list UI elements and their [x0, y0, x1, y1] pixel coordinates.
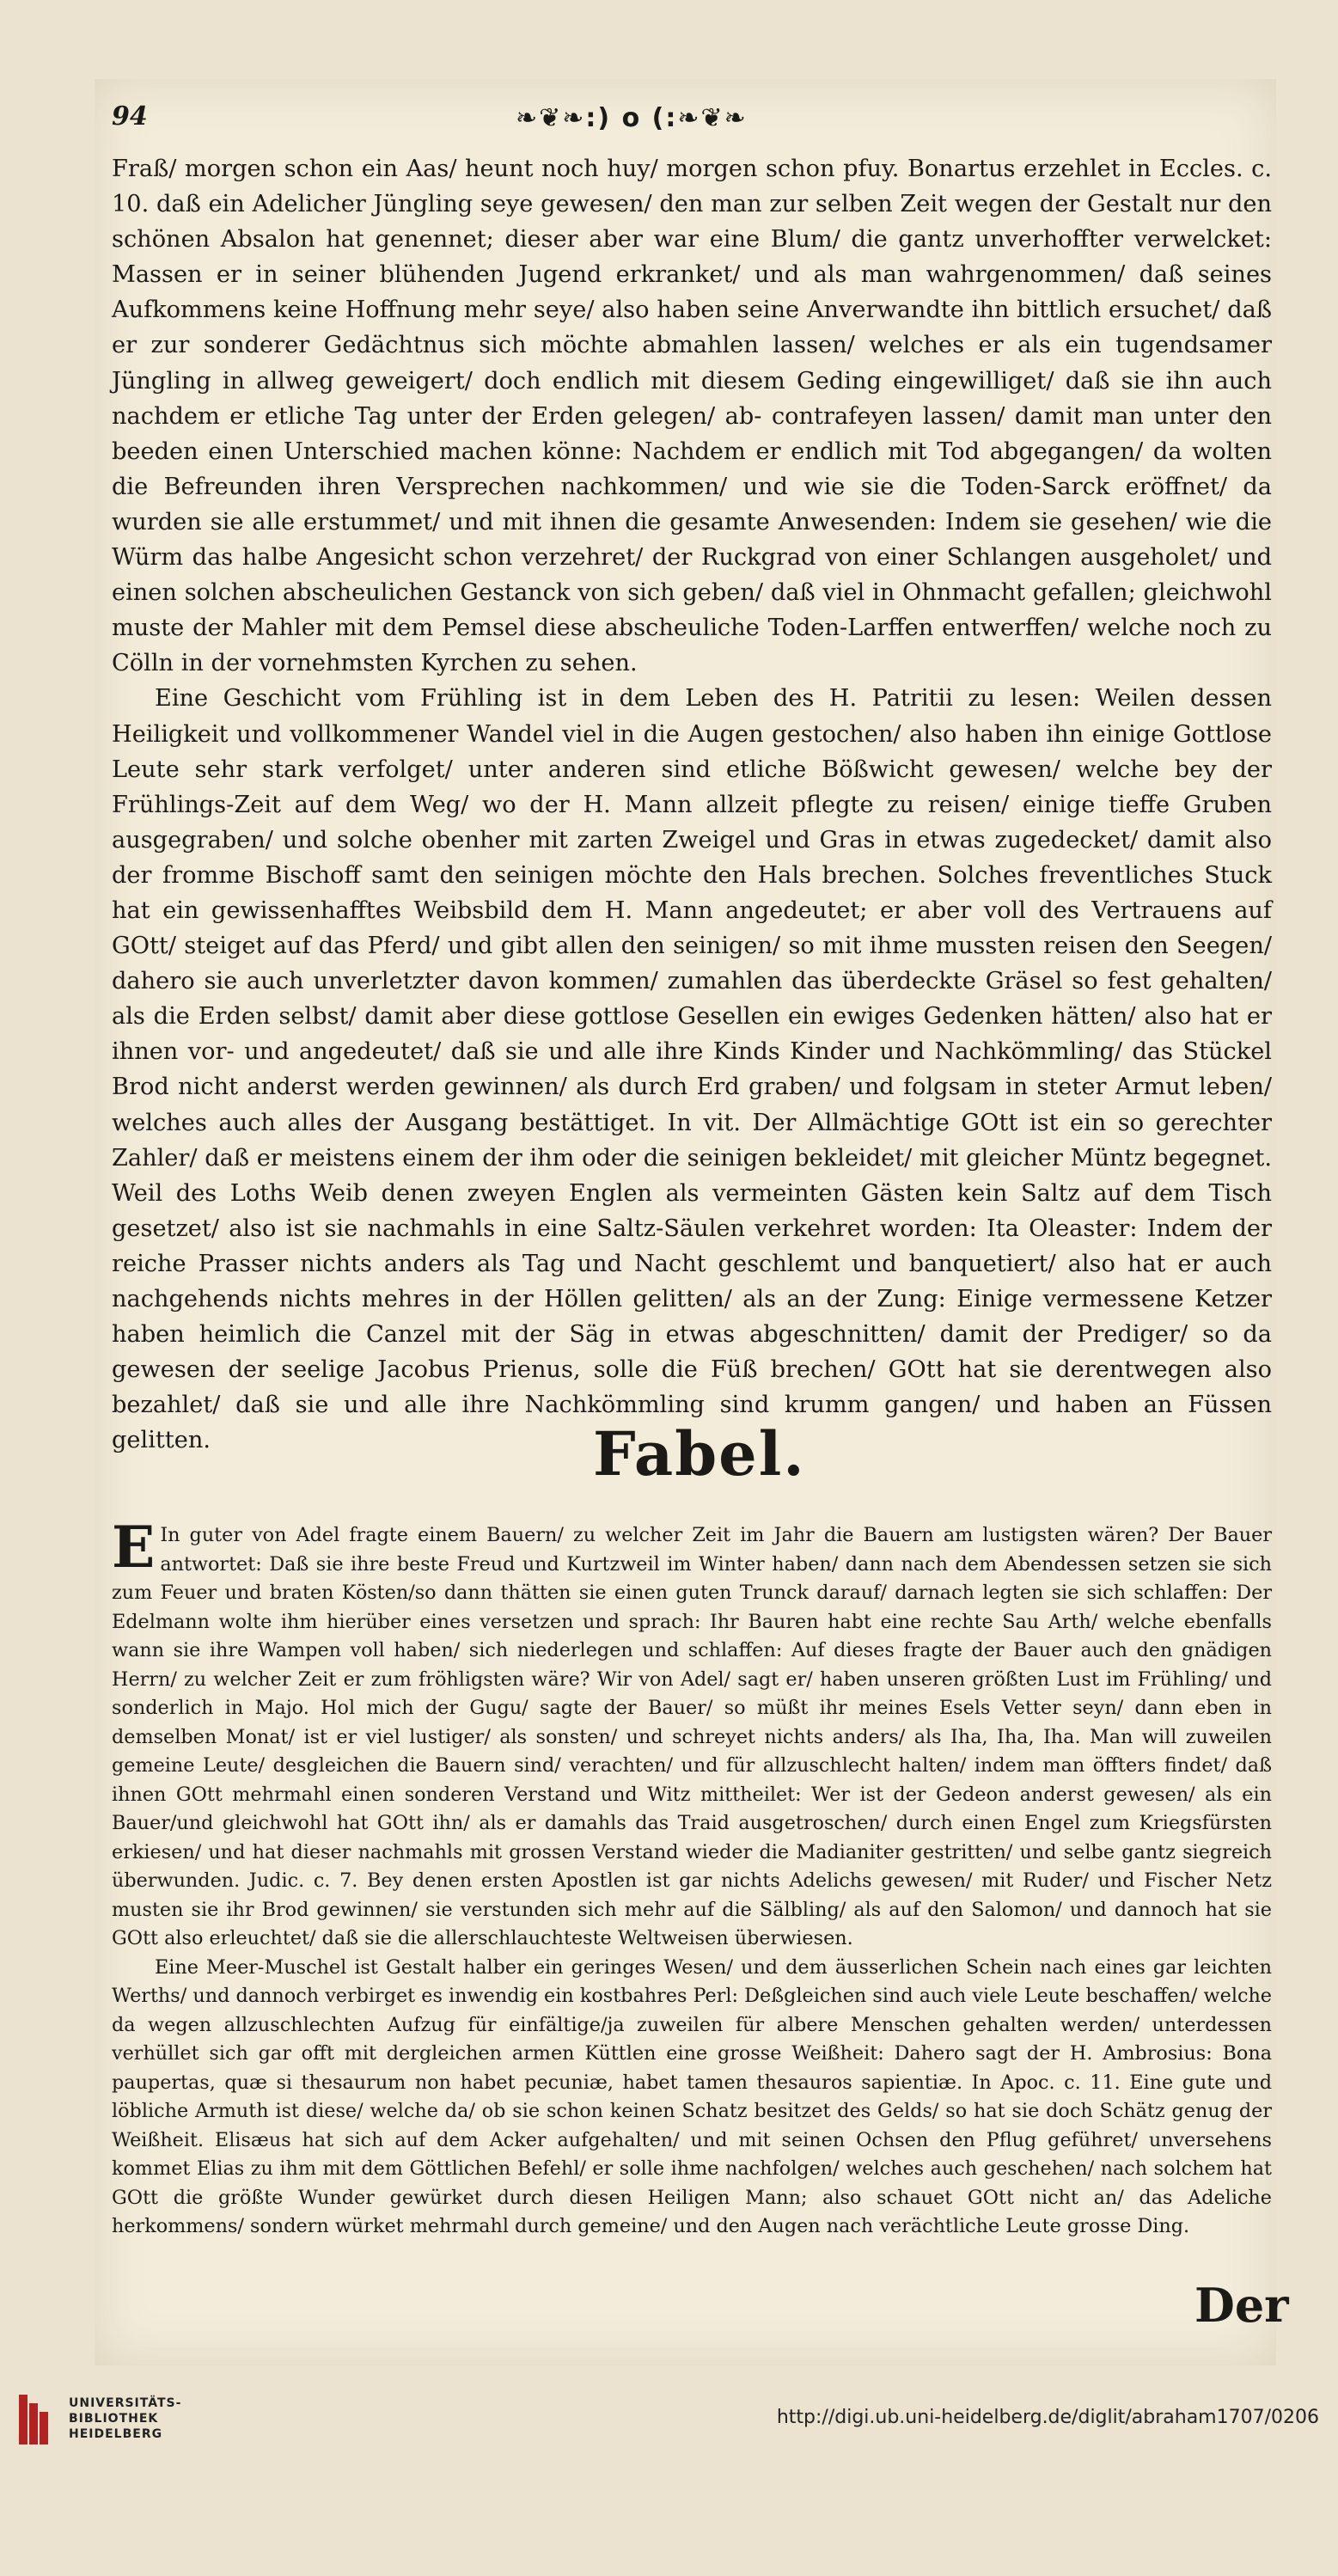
- paragraph-1: Fraß/ morgen schon ein Aas/ heunt noch huy/ morgen schon pfuy. Bonartus erzehlet in Eccles. c. 10. daß ein Adelicher Jüngling seye gewesen/ den man zur selben Zeit wegen der Gestalt nur den schönen Absalon hat genennet; dieser aber war eine Blum/ die gantz unverhoffter verwelcket: Massen er in seiner blühenden Jugend erkranket/ und als man wahrgenommen/ daß seines Aufkommens keine Hoffnung mehr seye/ also haben seine Anverwandte ihn bittlich ersuchet/ daß er zur sonderer Gedächtnus sich möchte abmahlen lassen/ welches er als ein tugendsamer Jüngling in allweg geweigert/ doch endlich mit diesem Geding eingewilliget/ daß sie ihn auch nachdem er etliche Tag unter der Erden gelegen/ ab- contrafeyen lassen/ damit man unter den beeden einen Unterschied machen könne: Nachdem er endlich mit Tod abgegangen/ da wolten die Befreunden ihren Versprechen nachkommen/ und wie sie die Toden-Sarck eröffnet/ da wurden sie alle erstummet/ und mit ihnen die gesamte Anwesenden: Indem sie gesehen/ wie die Würm das halbe Angesicht schon verzehret/ der Ruckgrad von einer Schlangen ausgeholet/ und einen solchen abscheulichen Gestanck von sich geben/ daß viel in Ohnmacht gefallen; gleichwohl muste der Mahler mit dem Pemsel diese abscheuliche Toden-Larffen entwerffen/ welche noch zu Cölln in der vornehmsten Kyrchen zu sehen.: [112, 156, 1272, 677]
- fable-paragraph-1-text: In guter von Adel fragte einem Bauern/ zu welcher Zeit im Jahr die Bauern am lustigsten wären? Der Bauer antwortet: Daß sie ihre beste Freud und Kurtzweil im Winter haben/ dann nach dem Abendessen setzen sie sich zum Feuer und braten Kösten/so dann thätten sie einen guten Trunck darauf/ darnach legten sie sich schlaffen: Der Edelmann wolte ihm hierüber eines versetzen und sprach: Ihr Bauren habt eine rechte Sau Arth/ welche ebenfalls wann sie ihre Wampen voll haben/ sich niederlegen und schlaffen: Auf dieses fragte der Bauer auch den gnädigen Herrn/ zu welcher Zeit er zum fröhligsten wäre? Wir von Adel/ sagt er/ haben unseren größten Lust im Frühling/ und sonderlich in Majo. Hol mich der Gugu/ sagte der Bauer/ so müßt ihr meines Esels Vetter seyn/ dann eben in demselben Monat/ ist er viel lustiger/ als sonsten/ und schreyet nichts anders/ als Iha, Iha, Iha. Man will zuweilen gemeine Leute/ desgleichen die Bauern sind/ verachten/ und für allzuschlecht halten/ indem man öffters findet/ daß ihnen GOtt mehrmahl einen sonderen Verstand und Witz mittheilet: Wer ist der Gedeon anderst gewesen/ als ein Bauer/und gleichwohl hat GOtt ihn/ als er damahls das Traid ausgetroschen/ durch einen Engel zum Kriegsfürsten erkiesen/ und hat dieser nachmahls mit grossen Verstand wieder die Madianiter gestritten/ und selbe gantz siegreich überwunden. Judic. c. 7. Bey denen ersten Apostlen ist gar nichts Adelichs gewesen/ mit Ruder/ und Fischer Netz musten sie ihr Brod gewinnen/ sie verstunden sich mehr auf die Sälbling/ als auf den Salomon/ und dannoch hat sie GOtt also erleuchtet/ daß sie die allerschlauchteste Weltweisen überwiesen.: [112, 1524, 1272, 1949]
- university-logo-icon: [17, 2391, 50, 2448]
- logo-text-line-2: BIBLIOTHEK: [69, 2412, 159, 2426]
- source-url-link[interactable]: http://digi.ub.uni-heidelberg.de/diglit/abraham1707/0206: [776, 2407, 1319, 2428]
- section-title: Fabel.: [593, 1418, 806, 1490]
- footer: [0, 2381, 1338, 2576]
- paragraph-2: Eine Geschicht vom Frühling ist in dem Leben des H. Patritii zu lesen: Weilen dessen Heiligkeit und vollkommener Wandel viel in die Augen gestochen/ also haben ihn einige Gottlose Leute sehr stark verfolget/ unter anderen sind etliche Bößwicht gewesen/ welche bey der Frühlings-Zeit auf dem Weg/ wo der H. Mann allzeit pflegte zu reisen/ einige tieffe Gruben ausgegraben/ und solche obenher mit zarten Zweigel und Gras in etwas zugedecket/ damit also der fromme Bischoff samt den seinigen möchte den Hals brechen. Solches freventliches Stuck hat ein gewissenhafftes Weibsbild dem H. Mann angedeutet; er aber voll des Vertrauens auf GOtt/ steiget auf das Pferd/ und gibt allen den seinigen/ so mit ihme mussten reisen den Seegen/ dahero sie auch unverletzter davon kommen/ zumahlen das überdeckte Gräsel so fest gehalten/ als die Erden selbst/ damit aber diese gottlose Gesellen ein ewiges Gedenken hätten/ also hat er ihnen vor- und angedeutet/ daß sie und alle ihre Kinds Kinder und Nachkömmling/ das Stückel Brod nicht anderst werden gewinnen/ als durch Erd graben/ und folgsam in steter Armut leben/ welches auch alles der Ausgang bestättiget. In vit. Der Allmächtige GOtt ist ein so gerechter Zahler/ daß er meistens einem der ihm oder die seinigen bekleidet/ mit gleicher Müntz begegnet. Weil des Loths Weib denen zweyen Englen als vermeinten Gästen kein Saltz auf dem Tisch gesetzet/ also ist sie nachmahls in eine Saltz-Säulen verkehret worden: Ita Oleaster: Indem der reiche Prasser nichts anders als Tag und Nacht geschlemt und banquetiert/ also hat er auch nachgehends nichts mehres in der Höllen gelitten/ als an der Zung: Einige vermessene Ketzer haben heimlich die Canzel mit der Säg in etwas abgeschnitten/ damit der Prediger/ so da gewesen der seelige Jacobus Prienus, solle die Füß brechen/ GOtt hat sie derentwegen also bezahlet/ daß sie und alle ihre Nachkömmling sind krumm gangen/ und haben an Füssen gelitten.: [112, 685, 1272, 1454]
- drop-cap-initial: E: [112, 1514, 156, 1581]
- fable-text: [112, 1514, 1272, 2242]
- logo-text-line-3: HEIDELBERG: [69, 2427, 163, 2441]
- fable-paragraph-2: Eine Meer-Muschel ist Gestalt halber ein geringes Wesen/ und dem äusserlichen Schein nach eines gar leichten Werths/ und dannoch verbirget es inwendig ein kostbahres Perl: Deßgleichen sind auch viele Leute beschaffen/ welche da wegen allzuschlechten Aufzug für einfältige/ja zuweilen für albere Menschen gehalten werden/ unterdessen verhüllet sich gar offt mit dergleichen armen Küttlen eine grosse Weißheit: Dahero sagt der H. Ambrosius: Bona paupertas, quæ si thesaurum non habet pecuniæ, habet tamen thesauros sapientiæ. In Apoc. c. 11. Eine gute und löbliche Armuth ist diese/ welche da/ ob sie schon keinen Schatz besitzet des Gelds/ so hat sie doch Schätz genug der Weißheit. Elisæus hat sich auf dem Acker aufgehalten/ und mit seinen Ochsen den Pflug geführet/ unversehens kommet Elias zu ihm mit dem Göttlichen Befehl/ er solle ihme nachfolgen/ welches auch geschehen/ nach solchem hat GOtt die größte Wunder gewürket durch diesen Heiligen Mann; also schauet GOtt nicht an/ das Adeliche herkommens/ sondern würket mehrmahl durch gemeine/ und den Augen nach verächtliche Leute grosse Ding.: [112, 1955, 1272, 2237]
- page-header: [112, 101, 1263, 144]
- header-ornament: ❧❦❧:) o (:❧❦❧: [516, 103, 748, 133]
- fable-paragraph-1: [112, 1514, 1272, 1954]
- catchword: Der: [1194, 2278, 1289, 2333]
- logo-text-line-1: UNIVERSITÄTS-: [69, 2396, 182, 2410]
- main-text: [112, 151, 1272, 1458]
- page-number: 94: [112, 101, 148, 132]
